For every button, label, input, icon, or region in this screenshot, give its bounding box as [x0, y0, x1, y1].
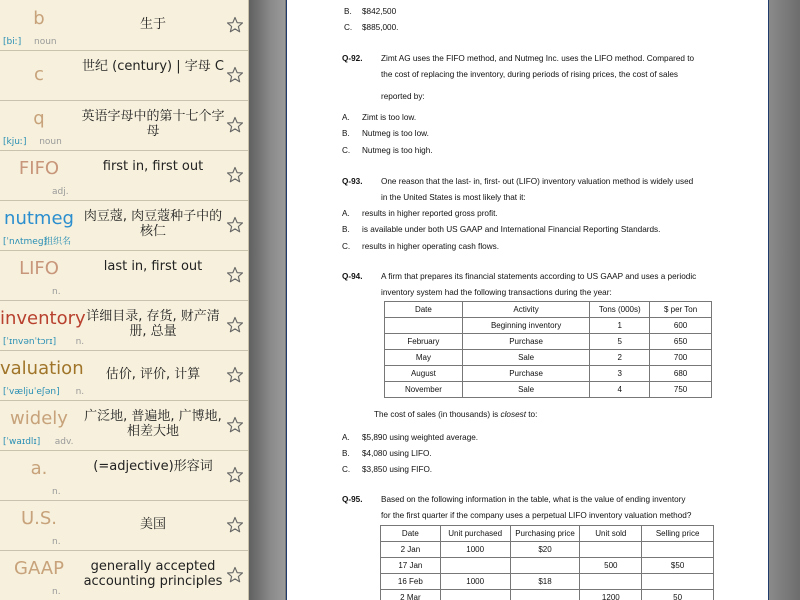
- headword: U.S.: [20, 508, 58, 529]
- table-row: [385, 366, 712, 382]
- option-text: $4,080 using LIFO.: [362, 449, 432, 458]
- favorite-star-icon[interactable]: [226, 466, 244, 484]
- question-text: A firm that prepares its financial statements according to US GAAP and uses a periodic: [381, 272, 697, 281]
- table-cell: [642, 542, 714, 558]
- pronunciation: [kjuː]: [3, 137, 27, 147]
- definition: first in, first out: [102, 159, 204, 174]
- word-list-item[interactable]: [0, 0, 248, 51]
- option-text: results in higher operating cash flows.: [362, 242, 499, 251]
- definition: (=adjective)形容词: [93, 459, 213, 474]
- option-text: $5,890 using weighted average.: [362, 433, 479, 442]
- favorite-star-icon[interactable]: [226, 16, 244, 34]
- table-row: [381, 574, 714, 590]
- favorite-star-icon[interactable]: [226, 66, 244, 84]
- table-cell: $50: [642, 558, 714, 574]
- favorite-star-icon[interactable]: [226, 216, 244, 234]
- table-cell: Sale: [462, 382, 590, 398]
- part-of-speech: noun: [34, 37, 57, 47]
- table-cell: 700: [650, 350, 712, 366]
- question-text: inventory system had the following transactions during the year:: [381, 288, 612, 297]
- table-cell: [642, 574, 714, 590]
- option-text: Nutmeg is too low.: [362, 129, 429, 138]
- table-row: [381, 558, 714, 574]
- table-header-row: [381, 526, 714, 542]
- part-of-speech: 组织名: [44, 237, 72, 247]
- prompt-emphasis: closest: [500, 410, 526, 419]
- part-of-speech: adj.: [52, 187, 69, 197]
- table-cell: 1200: [580, 590, 642, 600]
- table-cell: [440, 558, 510, 574]
- option-letter: B.: [342, 449, 350, 458]
- table-cell: 1000: [440, 574, 510, 590]
- word-list-item[interactable]: [0, 550, 248, 600]
- definition: last in, first out: [103, 259, 203, 274]
- table-header: $ per Ton: [650, 302, 712, 318]
- headword: LIFO: [19, 258, 59, 279]
- headword: GAAP: [14, 558, 64, 579]
- table-row: [381, 542, 714, 558]
- pronunciation: [ˈɪnvənˈtɔrɪ]: [3, 337, 57, 347]
- question-label: Q-92.: [342, 54, 363, 63]
- headword: inventory: [0, 308, 86, 329]
- table-cell: Sale: [462, 350, 590, 366]
- table-cell: August: [385, 366, 463, 382]
- pronunciation: [ˈvæljuˈeʃən]: [3, 387, 60, 397]
- option-letter: C.: [344, 23, 353, 32]
- definition: 广泛地, 普遍地, 广博地, 相差大地: [84, 409, 222, 439]
- table-row: [385, 382, 712, 398]
- inventory-table: [380, 525, 714, 600]
- word-list-item[interactable]: [0, 300, 248, 351]
- table-header: Date: [381, 526, 441, 542]
- part-of-speech: adv.: [54, 437, 74, 447]
- question-label: Q-93.: [342, 177, 363, 186]
- table-cell: Beginning inventory: [462, 318, 590, 334]
- table-cell: 2 Jan: [381, 542, 441, 558]
- option-text: $842,500: [362, 7, 397, 16]
- definition: 生于: [139, 17, 166, 32]
- word-list-item[interactable]: [0, 200, 248, 251]
- question-text: in the United States is most likely that it:: [381, 193, 526, 202]
- table-cell: [510, 558, 580, 574]
- option-text: Nutmeg is too high.: [362, 146, 433, 155]
- table-row: [381, 590, 714, 600]
- headword: valuation: [0, 358, 84, 379]
- table-cell: [385, 318, 463, 334]
- table-cell: February: [385, 334, 463, 350]
- definition: 估价, 评价, 计算: [105, 367, 201, 382]
- question-text: the cost of replacing the inventory, during periods of rising prices, the cost of sales: [381, 70, 679, 79]
- option-letter: B.: [342, 225, 350, 234]
- headword: widely: [10, 408, 68, 429]
- headword: c: [34, 64, 44, 85]
- table-cell: [580, 574, 642, 590]
- part-of-speech: n.: [52, 587, 61, 597]
- word-list-item[interactable]: [0, 350, 248, 401]
- option-text: results in higher reported gross profit.: [362, 209, 498, 218]
- table-header: Date: [385, 302, 463, 318]
- option-letter: A.: [342, 113, 350, 122]
- favorite-star-icon[interactable]: [226, 266, 244, 284]
- option-text: $885,000.: [362, 23, 399, 32]
- table-cell: $18: [510, 574, 580, 590]
- table-row: [385, 318, 712, 334]
- favorite-star-icon[interactable]: [226, 116, 244, 134]
- option-letter: B.: [342, 129, 350, 138]
- definition: 美国: [139, 517, 166, 532]
- question-text: One reason that the last- in, first- out (LIFO) inventory valuation method is widely used: [381, 177, 694, 186]
- part-of-speech: n.: [52, 287, 61, 297]
- question-text: Based on the following information in the table, what is the value of ending inventory: [381, 495, 686, 504]
- question-label: Q-94.: [342, 272, 363, 281]
- favorite-star-icon[interactable]: [226, 316, 244, 334]
- word-list-item[interactable]: [0, 250, 248, 301]
- table-header: Unit purchased: [440, 526, 510, 542]
- table-cell: May: [385, 350, 463, 366]
- word-list-item[interactable]: [0, 150, 248, 201]
- question-label: Q-95.: [342, 495, 363, 504]
- table-cell: $20: [510, 542, 580, 558]
- option-text: $3,850 using FIFO.: [362, 465, 433, 474]
- prompt-pre: The cost of sales (in thousands) is: [374, 410, 501, 419]
- table-cell: [440, 590, 510, 600]
- option-letter: C.: [342, 242, 351, 251]
- table-cell: 5: [590, 334, 650, 350]
- word-list-item[interactable]: [0, 500, 248, 551]
- question-text: reported by:: [381, 92, 425, 101]
- table-cell: 3: [590, 366, 650, 382]
- table-row: [385, 350, 712, 366]
- table-cell: November: [385, 382, 463, 398]
- table-header-row: [385, 302, 712, 318]
- table-header: Activity: [462, 302, 590, 318]
- definition: 世纪 (century) | 字母 C: [82, 59, 224, 74]
- headword: q: [33, 108, 45, 129]
- definition: 肉豆蔻, 肉豆蔻种子中的核仁: [83, 209, 223, 239]
- table-cell: 500: [580, 558, 642, 574]
- question-text: for the first quarter if the company uses a perpetual LIFO inventory valuation method?: [381, 511, 692, 520]
- table-header: Tons (000s): [590, 302, 650, 318]
- table-row: [385, 334, 712, 350]
- table-cell: 4: [590, 382, 650, 398]
- option-letter: C.: [342, 146, 351, 155]
- table-header: Selling price: [642, 526, 714, 542]
- table-cell: Purchase: [462, 366, 590, 382]
- headword: a.: [30, 458, 48, 479]
- headword: FIFO: [18, 158, 60, 179]
- favorite-star-icon[interactable]: [226, 566, 244, 584]
- table-cell: Purchase: [462, 334, 590, 350]
- definition: 详细目录, 存货, 财产清册, 总量: [86, 309, 220, 339]
- pronunciation: [ˈnʌtmeg]: [3, 237, 48, 247]
- table-cell: 750: [650, 382, 712, 398]
- option-letter: C.: [342, 465, 351, 474]
- table-cell: 600: [650, 318, 712, 334]
- panel-divider-shadow: [249, 0, 285, 600]
- table-cell: [580, 542, 642, 558]
- favorite-star-icon[interactable]: [226, 416, 244, 434]
- table-cell: 1000: [440, 542, 510, 558]
- table-cell: 16 Feb: [381, 574, 441, 590]
- option-text: Zimt is too low.: [362, 113, 417, 122]
- table-header: Purchasing price: [510, 526, 580, 542]
- headword: b: [33, 8, 45, 29]
- prompt-post: to:: [526, 410, 538, 419]
- pronunciation: [biː]: [3, 37, 22, 47]
- option-letter: B.: [344, 7, 352, 16]
- table-cell: 680: [650, 366, 712, 382]
- favorite-star-icon[interactable]: [226, 166, 244, 184]
- part-of-speech: noun: [39, 137, 62, 147]
- part-of-speech: n.: [75, 337, 85, 347]
- part-of-speech: n.: [75, 387, 85, 397]
- transactions-table: [384, 301, 712, 398]
- definition: generally accepted accounting principles: [83, 559, 223, 589]
- part-of-speech: n.: [52, 487, 61, 497]
- table-header: Unit sold: [580, 526, 642, 542]
- question-text: Zimt AG uses the FIFO method, and Nutmeg Inc. uses the LIFO method. Compared to: [381, 54, 695, 63]
- table-cell: 1: [590, 318, 650, 334]
- option-text: is available under both US GAAP and International Financial Reporting Standards.: [362, 225, 661, 234]
- table-cell: 2: [590, 350, 650, 366]
- word-list-item[interactable]: [0, 50, 248, 101]
- document-page[interactable]: [286, 0, 769, 600]
- pronunciation: [ˈwaɪdlɪ]: [3, 437, 41, 447]
- word-list-item[interactable]: [0, 400, 248, 451]
- part-of-speech: n.: [52, 537, 61, 547]
- word-list-panel: [0, 0, 249, 600]
- table-cell: 650: [650, 334, 712, 350]
- favorite-star-icon[interactable]: [226, 366, 244, 384]
- table-cell: 2 Mar: [381, 590, 441, 600]
- word-list-item[interactable]: [0, 450, 248, 501]
- favorite-star-icon[interactable]: [226, 516, 244, 534]
- option-letter: A.: [342, 433, 350, 442]
- word-list-item[interactable]: [0, 100, 248, 151]
- page-shadow: [769, 0, 800, 600]
- table-cell: 17 Jan: [381, 558, 441, 574]
- option-letter: A.: [342, 209, 350, 218]
- headword: nutmeg: [4, 208, 74, 229]
- question-prompt: [374, 410, 537, 419]
- table-cell: 50: [642, 590, 714, 600]
- table-cell: [510, 590, 580, 600]
- definition: 英语字母中的第十七个字母: [81, 109, 225, 139]
